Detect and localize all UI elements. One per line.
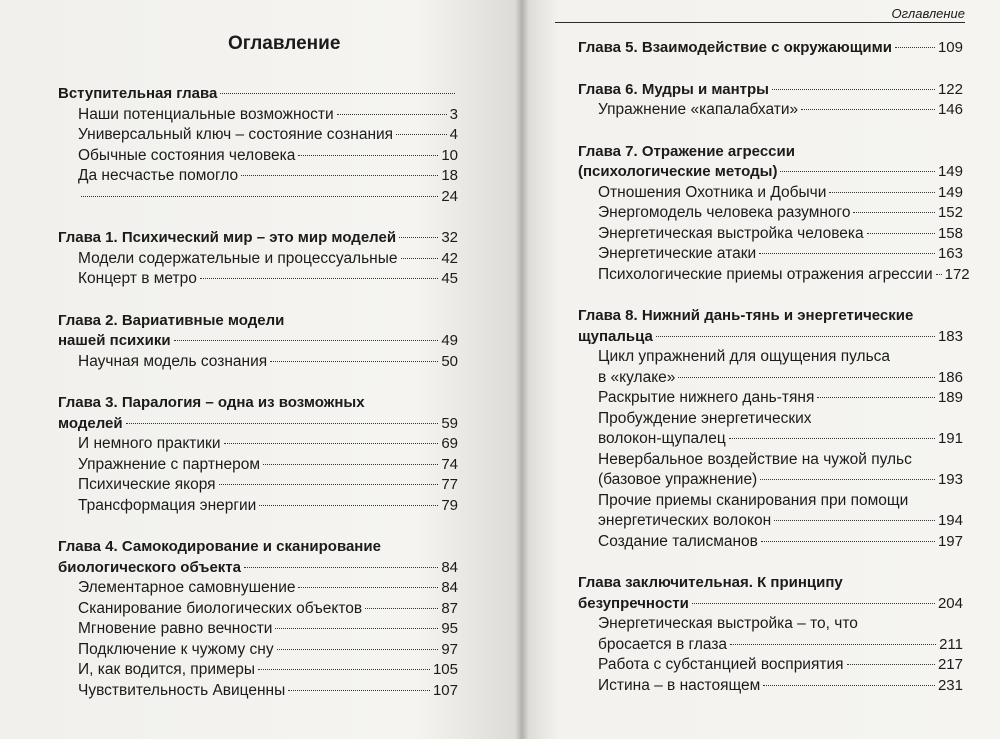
leader-dots — [259, 505, 438, 506]
page-number: 87 — [441, 599, 458, 617]
leader-dots — [853, 212, 934, 213]
section-title-line — [578, 470, 963, 491]
chapter-title-line — [58, 393, 458, 414]
entry-text: Подключение к чужому сну — [78, 640, 274, 658]
toc-chapter-group — [58, 228, 458, 290]
page-number: 4 — [449, 126, 458, 143]
toc-chapter-group — [578, 38, 963, 59]
section-title-line — [58, 146, 458, 167]
section-title-line — [578, 224, 963, 245]
entry-text: Глава 2. Вариативные модели — [58, 311, 285, 329]
entry-text: (психологические методы) — [578, 163, 778, 180]
leader-dots — [220, 93, 455, 94]
entry-text: щупальца — [578, 327, 653, 345]
page-number: 32 — [441, 229, 458, 246]
toc-chapter-group — [578, 142, 970, 286]
entry-text: Элементарное самовнушение — [78, 579, 296, 596]
entry-text: Энергетические атаки — [598, 245, 757, 262]
toc-left-column — [58, 84, 458, 722]
entry-text: в «кулаке» — [598, 368, 676, 386]
page-number: 45 — [441, 270, 458, 287]
leader-dots — [729, 438, 935, 439]
section-title-line — [578, 100, 963, 121]
entry-text: нашей психики — [58, 332, 171, 349]
entry-text: Раскрытие нижнего дань-тяня — [598, 389, 815, 406]
entry-text: Глава 1. Психический мир – это мир моделей — [58, 229, 397, 246]
entry-text: Невербальное воздействие на чужой пульс — [598, 450, 912, 468]
section-title-line — [58, 249, 458, 270]
entry-text: биологического объекта — [58, 558, 241, 576]
leader-dots — [270, 361, 438, 362]
section-title-line — [58, 125, 458, 146]
entry-text: И немного практики — [78, 435, 221, 452]
leader-dots — [763, 685, 935, 686]
entry-text: волокон-щупалец — [598, 430, 726, 447]
page-number: 149 — [937, 163, 963, 180]
chapter-title-line — [58, 414, 458, 435]
leader-dots — [298, 587, 438, 588]
leader-dots — [277, 649, 439, 650]
entry-text: Истина – в настоящем — [598, 676, 761, 694]
chapter-title-line — [578, 142, 963, 163]
entry-text: Психические якоря — [78, 476, 216, 493]
toc-chapter-group — [58, 311, 458, 373]
entry-text: Глава 4. Самокодирование и сканирование — [58, 538, 381, 555]
entry-text: Глава 8. Нижний дань-тянь и энергетические — [578, 307, 914, 324]
page-number: 10 — [441, 146, 458, 164]
entry-text: Обычные состояния человека — [78, 146, 296, 164]
leader-dots — [219, 484, 439, 485]
leader-dots — [895, 47, 935, 48]
page-number: 183 — [937, 327, 963, 345]
entry-text: Прочие приемы сканирования при помощи — [598, 491, 909, 509]
section-title-line — [578, 203, 963, 224]
leader-dots — [337, 114, 447, 115]
section-title-line — [578, 532, 963, 553]
entry-text: Цикл упражнений для ощущения пульса — [598, 348, 891, 365]
page-number: 49 — [441, 332, 458, 349]
entry-text: (базовое упражнение) — [598, 471, 758, 488]
entry-text: Модели содержательные и процессуальные — [78, 249, 398, 267]
page-number: 79 — [441, 496, 458, 514]
section-title-line — [578, 429, 963, 450]
entry-text: Трансформация энергии — [78, 496, 257, 514]
leader-dots — [817, 397, 935, 398]
chapter-title-line — [58, 537, 458, 558]
entry-text: Упражнение «капалабхати» — [598, 101, 799, 118]
page-number: 211 — [939, 635, 963, 653]
page-number: 231 — [937, 676, 963, 694]
page-number: 122 — [937, 80, 963, 98]
section-title-line — [58, 496, 458, 517]
chapter-title-line — [578, 306, 963, 327]
toc-chapter-group — [578, 306, 963, 552]
leader-dots — [678, 377, 935, 378]
section-title-line — [578, 265, 970, 286]
chapter-title-line — [58, 228, 458, 249]
section-title-line — [578, 676, 963, 697]
entry-text: Универсальный ключ – состояние сознания — [78, 126, 394, 143]
section-title-line — [58, 640, 458, 661]
entry-text: Мгновение равно вечности — [78, 620, 273, 637]
leader-dots — [174, 340, 439, 341]
leader-dots — [867, 233, 935, 234]
section-title-line — [58, 681, 458, 702]
page-number: 197 — [937, 532, 963, 550]
entry-text: Глава 5. Взаимодействие с окружающими — [578, 39, 892, 56]
entry-text: Энергетическая выстройка человека — [598, 224, 864, 242]
page-number: 194 — [937, 512, 963, 529]
leader-dots — [401, 258, 439, 259]
section-title-line — [578, 368, 963, 389]
book-gutter — [515, 0, 529, 739]
page-number: 95 — [441, 620, 458, 637]
chapter-title-line — [58, 331, 458, 352]
entry-text: Чувствительность Авиценны — [78, 681, 286, 699]
section-title-line — [578, 183, 963, 204]
leader-dots — [244, 567, 438, 568]
chapter-title-line — [58, 84, 458, 105]
entry-text: Глава 3. Паралогия – одна из возможных — [58, 394, 365, 411]
toc-chapter-group — [58, 537, 458, 701]
chapter-title-line — [58, 558, 458, 579]
leader-dots — [241, 175, 438, 176]
section-title-line — [578, 635, 963, 656]
chapter-title-line — [58, 311, 458, 332]
page-number: 42 — [441, 249, 458, 267]
entry-text: Психологические приемы отражения агрессии — [598, 265, 933, 283]
entry-text: Энергетическая выстройка – то, что — [598, 615, 858, 632]
leader-dots — [801, 109, 935, 110]
section-title-line — [58, 352, 458, 373]
page-number: 107 — [432, 681, 458, 699]
entry-text: бросается в глаза — [598, 635, 728, 653]
page-number: 18 — [441, 167, 458, 184]
section-title-line — [58, 619, 458, 640]
section-title-line — [578, 450, 963, 471]
entry-text: Концерт в метро — [78, 270, 197, 287]
chapter-title-line — [578, 573, 963, 594]
entry-text: Работа с субстанцией восприятия — [598, 656, 844, 673]
leader-dots — [399, 237, 438, 238]
entry-text: Упражнение с партнером — [78, 455, 261, 473]
leader-dots — [275, 628, 438, 629]
leader-dots — [692, 603, 935, 604]
toc-chapter-group — [578, 80, 963, 121]
page-number: 158 — [937, 224, 963, 242]
entry-text: Научная модель сознания — [78, 352, 268, 370]
entry-text: Глава 7. Отражение агрессии — [578, 142, 795, 160]
section-title-line — [578, 614, 963, 635]
page-number: 217 — [937, 656, 963, 673]
leader-dots — [224, 443, 439, 444]
leader-dots — [200, 278, 438, 279]
leader-dots — [656, 336, 935, 337]
section-title-line — [578, 347, 963, 368]
leader-dots — [761, 541, 935, 542]
entry-text: Создание талисманов — [598, 532, 758, 550]
page-number: 84 — [441, 558, 458, 576]
entry-text: Глава 6. Мудры и мантры — [578, 80, 769, 98]
section-title-line — [58, 166, 458, 187]
page-title: Оглавление — [228, 33, 341, 54]
entry-text: энергетических волокон — [598, 512, 772, 529]
toc-chapter-group — [58, 393, 458, 516]
page-number: 146 — [937, 101, 963, 118]
leader-dots — [730, 644, 936, 645]
section-title-line — [578, 655, 963, 676]
page-number: 163 — [937, 245, 963, 262]
section-title-line — [58, 434, 458, 455]
leader-dots — [772, 89, 935, 90]
page-number: 84 — [441, 579, 458, 596]
section-title-line — [58, 187, 458, 208]
leader-dots — [298, 155, 438, 156]
section-title-line — [58, 455, 458, 476]
page-number: 149 — [937, 183, 963, 201]
entry-text: Наши потенциальные возможности — [78, 105, 334, 123]
page-number: 172 — [944, 265, 970, 283]
page-number: 186 — [937, 368, 963, 386]
entry-text: Глава заключительная. К принципу — [578, 574, 843, 591]
section-title-line — [58, 578, 458, 599]
page-number: 3 — [449, 105, 458, 123]
page-number: 204 — [937, 594, 963, 612]
leader-dots — [126, 423, 439, 424]
section-title-line — [578, 491, 963, 512]
entry-text: Да несчастье помогло — [78, 167, 239, 184]
page-number: 24 — [441, 187, 458, 205]
section-title-line — [58, 660, 458, 681]
section-title-line — [58, 105, 458, 126]
entry-text: Вступительная глава — [58, 85, 218, 102]
leader-dots — [847, 664, 935, 665]
page-number: 193 — [937, 471, 963, 488]
entry-text: Отношения Охотника и Добычи — [598, 183, 827, 201]
leader-dots — [829, 192, 935, 193]
page-number: 191 — [937, 430, 963, 447]
entry-text: Энергомодель человека разумного — [598, 204, 851, 221]
page-number: 50 — [441, 352, 458, 370]
entry-text: безупречности — [578, 594, 689, 612]
leader-dots — [780, 171, 935, 172]
section-title-line — [58, 599, 458, 620]
toc-chapter-group — [58, 84, 458, 207]
section-title-line — [58, 269, 458, 290]
entry-text: моделей — [58, 414, 123, 432]
section-title-line — [578, 388, 963, 409]
page-number: 69 — [441, 435, 458, 452]
section-title-line — [578, 409, 963, 430]
entry-text: И, как водится, примеры — [78, 661, 256, 678]
leader-dots — [936, 274, 942, 275]
leader-dots — [288, 690, 430, 691]
section-title-line — [58, 475, 458, 496]
entry-text: Сканирование биологических объектов — [78, 599, 363, 617]
chapter-title-line — [578, 162, 963, 183]
section-title-line — [578, 511, 963, 532]
leader-dots — [759, 253, 935, 254]
section-title-line — [578, 244, 963, 265]
chapter-title-line — [578, 80, 963, 101]
page-number: 152 — [937, 204, 963, 221]
leader-dots — [396, 134, 447, 135]
leader-dots — [263, 464, 438, 465]
running-head: Оглавление — [555, 6, 965, 23]
chapter-title-line — [578, 38, 963, 59]
entry-text: Пробуждение энергетических — [598, 409, 812, 427]
chapter-title-line — [578, 594, 963, 615]
page-number: 77 — [441, 476, 458, 493]
page-number: 105 — [432, 661, 458, 678]
page-number: 59 — [441, 414, 458, 432]
chapter-title-line — [578, 327, 963, 348]
page-number: 74 — [441, 455, 458, 473]
leader-dots — [774, 520, 935, 521]
toc-chapter-group — [578, 573, 963, 696]
toc-right-column — [578, 38, 970, 717]
page-number: 189 — [937, 389, 963, 406]
page-number: 109 — [937, 39, 963, 56]
leader-dots — [81, 196, 438, 197]
leader-dots — [365, 608, 438, 609]
leader-dots — [258, 669, 430, 670]
leader-dots — [760, 479, 935, 480]
page-number: 97 — [441, 640, 458, 658]
